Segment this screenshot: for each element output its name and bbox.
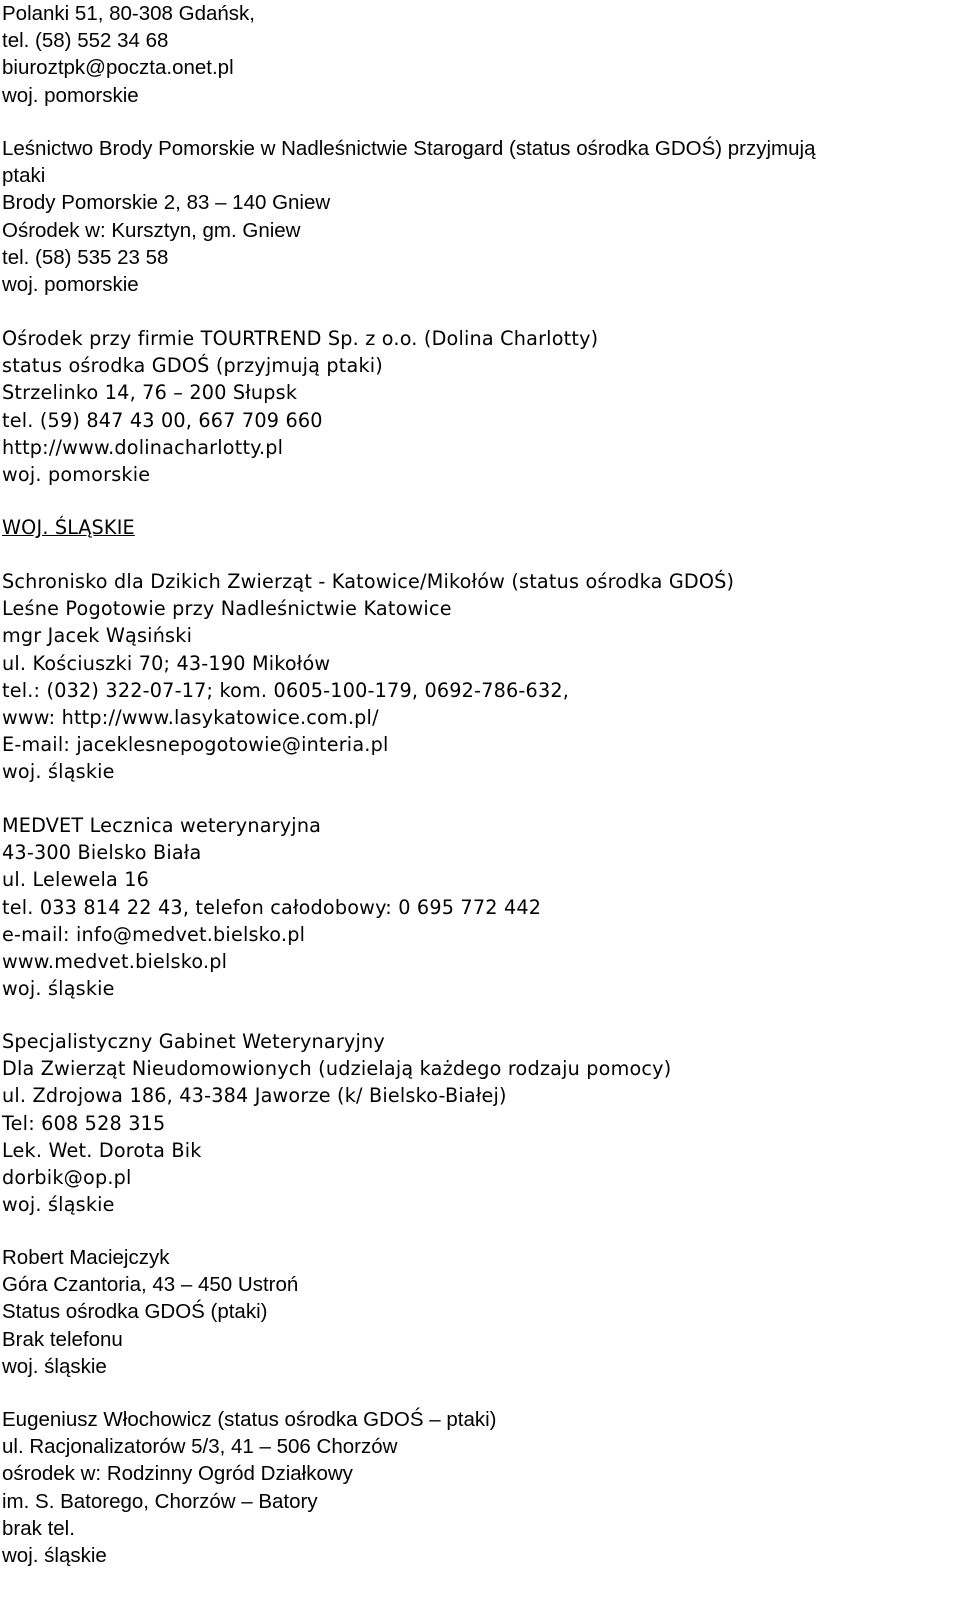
entry-region: woj. pomorskie	[2, 272, 139, 296]
entry-line: status ośrodka GDOŚ (przyjmują ptaki)	[2, 354, 383, 378]
entry-eugeniusz-wlochowicz	[2, 1406, 496, 1569]
entry-address: ul. Kościuszki 70; 43-190 Mikołów	[2, 651, 331, 675]
entry-region: woj. śląskie	[2, 1354, 107, 1378]
entry-address: Brody Pomorskie 2, 83 – 140 Gniew	[2, 191, 331, 215]
entry-robert-maciejczyk	[2, 1244, 298, 1380]
entry-email: E-mail: jaceklesnepogotowie@interia.pl	[2, 733, 389, 757]
entry-contact-person: Lek. Wet. Dorota Bik	[2, 1138, 202, 1162]
entry-title: Ośrodek przy firmie TOURTREND Sp. z o.o. (Dolina Charlotty)	[2, 327, 599, 350]
entry-website: http://www.dolinacharlotty.pl	[2, 435, 284, 459]
entry-address: Strzelinko 14, 76 – 200 Słupsk	[2, 381, 298, 405]
entry-region: woj. pomorskie	[2, 83, 139, 107]
entry-region: woj. śląskie	[2, 977, 115, 1001]
entry-email: e-mail: info@medvet.bielsko.pl	[2, 922, 306, 946]
entry-line: Dla Zwierząt Nieudomowionych (udzielają każdego rodzaju pomocy)	[2, 1057, 672, 1081]
entry-line: ptaki	[2, 164, 46, 188]
entry-region: woj. pomorskie	[2, 462, 151, 486]
entry-email: dorbik@op.pl	[2, 1165, 132, 1189]
entry-title: Schronisko dla Dzikich Zwierząt - Katowice/Mikołów (status ośrodka GDOŚ)	[2, 570, 735, 593]
entry-title: Robert Maciejczyk	[2, 1246, 170, 1269]
entry-region: woj. śląskie	[2, 1543, 107, 1567]
entry-website: www: http://www.lasykatowice.com.pl/	[2, 705, 379, 729]
entry-line: Status ośrodka GDOŚ (ptaki)	[2, 1300, 268, 1324]
entry-title: Eugeniusz Włochowicz (status ośrodka GDOŚ – ptaki)	[2, 1408, 497, 1431]
section-heading: WOJ. ŚLĄSKIE	[2, 516, 135, 539]
entry-phone: tel. (58) 552 34 68	[2, 29, 169, 53]
entry-region: woj. śląskie	[2, 760, 115, 784]
entry-title: Specjalistyczny Gabinet Weterynaryjny	[2, 1030, 385, 1053]
entry-phone: Tel: 608 528 315	[2, 1111, 166, 1135]
entry-phone: brak tel.	[2, 1516, 75, 1540]
entry-line: im. S. Batorego, Chorzów – Batory	[2, 1489, 318, 1513]
entry-title: MEDVET Lecznica weterynaryjna	[2, 814, 322, 837]
entry-phone: tel. (58) 535 23 58	[2, 245, 169, 269]
entry-line: Ośrodek w: Kursztyn, gm. Gniew	[2, 218, 301, 242]
entry-phone: tel. (59) 847 43 00, 667 709 660	[2, 408, 323, 432]
section-heading-slaskie	[2, 514, 135, 541]
entry-address: ul. Racjonalizatorów 5/3, 41 – 506 Chorzów	[2, 1435, 398, 1459]
entry-gabinet-weterynaryjny	[2, 1028, 671, 1218]
entry-line: Leśne Pogotowie przy Nadleśnictwie Katowice	[2, 597, 452, 621]
entry-line: ośrodek w: Rodzinny Ogród Działkowy	[2, 1462, 353, 1486]
entry-contact-person: mgr Jacek Wąsiński	[2, 624, 193, 648]
entry-phone: tel. 033 814 22 43, telefon całodobowy: 0 695 772 442	[2, 895, 542, 919]
entry-website: www.medvet.bielsko.pl	[2, 949, 228, 973]
entry-phone: Brak telefonu	[2, 1327, 123, 1351]
entry-address: ul. Zdrojowa 186, 43-384 Jaworze (k/ Bielsko-Białej)	[2, 1084, 507, 1108]
entry-medvet	[2, 812, 541, 1002]
entry-title: Leśnictwo Brody Pomorskie w Nadleśnictwie Starogard (status ośrodka GDOŚ) przyjmują	[2, 137, 816, 160]
entry-schronisko-mikolow	[2, 568, 734, 786]
entry-line: 43-300 Bielsko Biała	[2, 841, 202, 865]
entry-address: ul. Lelewela 16	[2, 868, 150, 892]
entry-address: Góra Czantoria, 43 – 450 Ustroń	[2, 1273, 299, 1297]
entry-lesnictwo-brody	[2, 135, 815, 298]
entry-line: Polanki 51, 80-308 Gdańsk,	[2, 2, 255, 25]
entry-phone: tel.: (032) 322-07-17; kom. 0605-100-179, 0692-786-632,	[2, 678, 570, 702]
entry-ztpk-gdansk	[2, 0, 255, 109]
entry-email: biuroztpk@poczta.onet.pl	[2, 56, 234, 80]
entry-dolina-charlotty	[2, 325, 598, 488]
entry-region: woj. śląskie	[2, 1193, 115, 1217]
